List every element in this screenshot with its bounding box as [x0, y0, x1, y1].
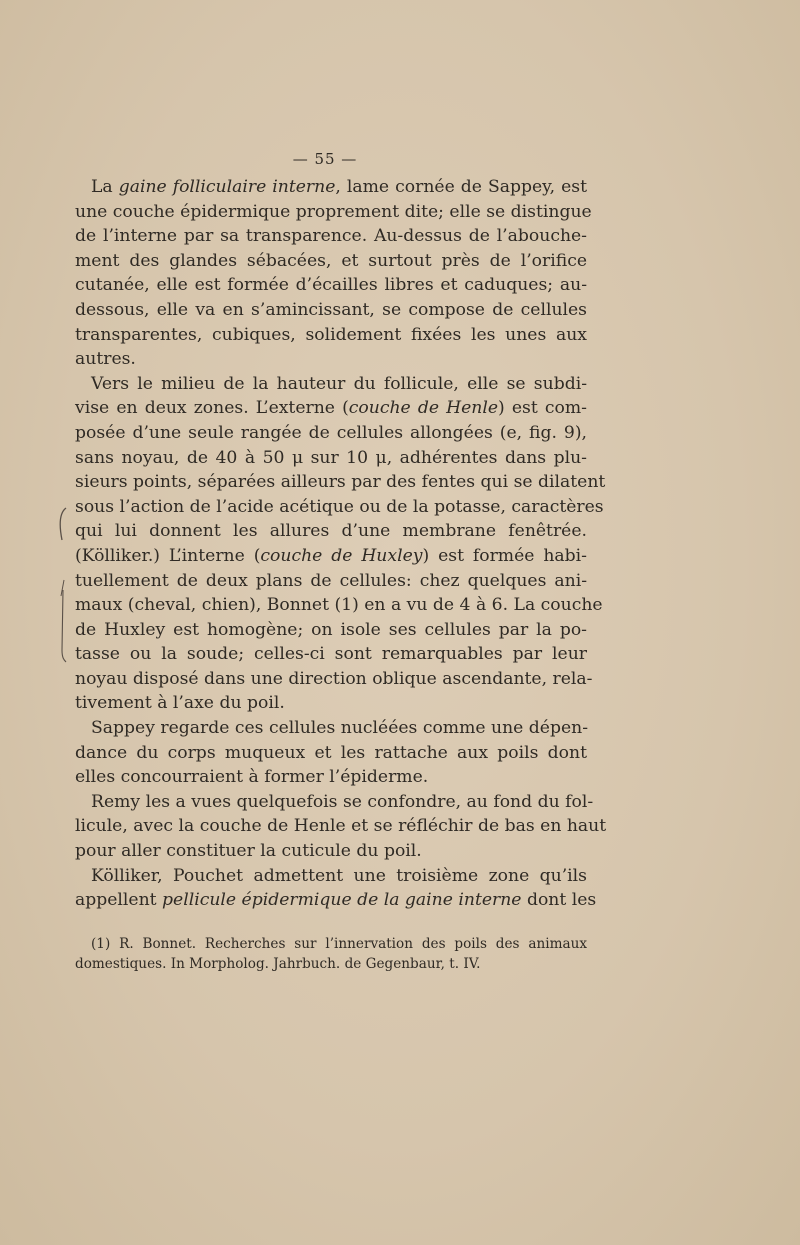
text-line: Remy les a vues quelquefois se confondre, au fond du fol-	[91, 791, 594, 812]
text-line: tuellement de deux plans de cellules: chez quelques ani-	[75, 570, 587, 591]
footnote-line: (1) R. Bonnet. Recherches sur l’innervation des poils des animaux	[91, 936, 587, 952]
page-number: — 55 —	[292, 150, 358, 168]
text-line: pour aller constituer la cuticule du poil.	[75, 841, 422, 862]
text-line: dessous, elle va en s’amincissant, se compose de cellules	[75, 299, 587, 320]
text-line: appellent pellicule épidermique de la gaine interne dont les	[75, 890, 597, 911]
text-line: Sappey regarde ces cellules nucléées comme une dépen-	[91, 718, 589, 739]
text-line: elles concourraient à former l’épiderme.	[75, 767, 429, 788]
text-line: tasse ou la soude; celles-ci sont remarquables par leur	[75, 644, 587, 665]
text-line: Kölliker, Pouchet admettent une troisième zone qu’ils	[91, 865, 587, 886]
body-text	[75, 175, 607, 913]
text-line: une couche épidermique proprement dite; elle se distingue	[75, 201, 592, 222]
text-line: (Kölliker.) L’interne (couche de Huxley) est formée habi-	[75, 545, 587, 566]
text-line: licule, avec la couche de Henle et se réfléchir de bas en haut	[75, 816, 607, 837]
text-line: de l’interne par sa transparence. Au-dessus de l’abouche-	[75, 226, 587, 247]
text-line: Vers le milieu de la hauteur du follicule, elle se subdi-	[91, 373, 587, 394]
text-line: vise en deux zones. L’externe (couche de Henle) est com-	[75, 398, 587, 419]
text-line: sous l’action de l’acide acétique ou de la potasse, caractères	[75, 496, 604, 517]
text-line: noyau disposé dans une direction oblique ascendante, rela-	[75, 668, 593, 689]
text-line: ment des glandes sébacées, et surtout près de l’orifice	[75, 250, 587, 271]
text-line: sieurs points, séparées ailleurs par des fentes qui se dilatent	[75, 472, 606, 493]
footnote-line: domestiques. In Morpholog. Jahrbuch. de Gegenbaur, t. IV.	[75, 956, 481, 972]
text-line: qui lui donnent les allures d’une membrane fenêtrée.	[75, 521, 587, 542]
margin-annotation-bracket	[52, 500, 72, 700]
text-line: autres.	[75, 349, 136, 370]
text-line: La gaine folliculaire interne, lame cornée de Sappey, est	[91, 177, 587, 197]
text-line: transparentes, cubiques, solidement fixées les unes aux	[75, 324, 587, 345]
text-line: de Huxley est homogène; on isole ses cellules par la po-	[75, 619, 587, 640]
text-line: cutanée, elle est formée d’écailles libres et caduques; au-	[75, 275, 587, 296]
text-line: maux (cheval, chien), Bonnet (1) en a vu de 4 à 6. La couche	[75, 595, 603, 616]
text-line: tivement à l’axe du poil.	[75, 693, 285, 714]
footnote	[75, 934, 587, 974]
text-line: posée d’une seule rangée de cellules allongées (e, fig. 9),	[75, 422, 587, 443]
text-line: sans noyau, de 40 à 50 μ sur 10 μ, adhérentes dans plu-	[75, 447, 587, 468]
text-line: dance du corps muqueux et les rattache aux poils dont	[75, 742, 587, 763]
